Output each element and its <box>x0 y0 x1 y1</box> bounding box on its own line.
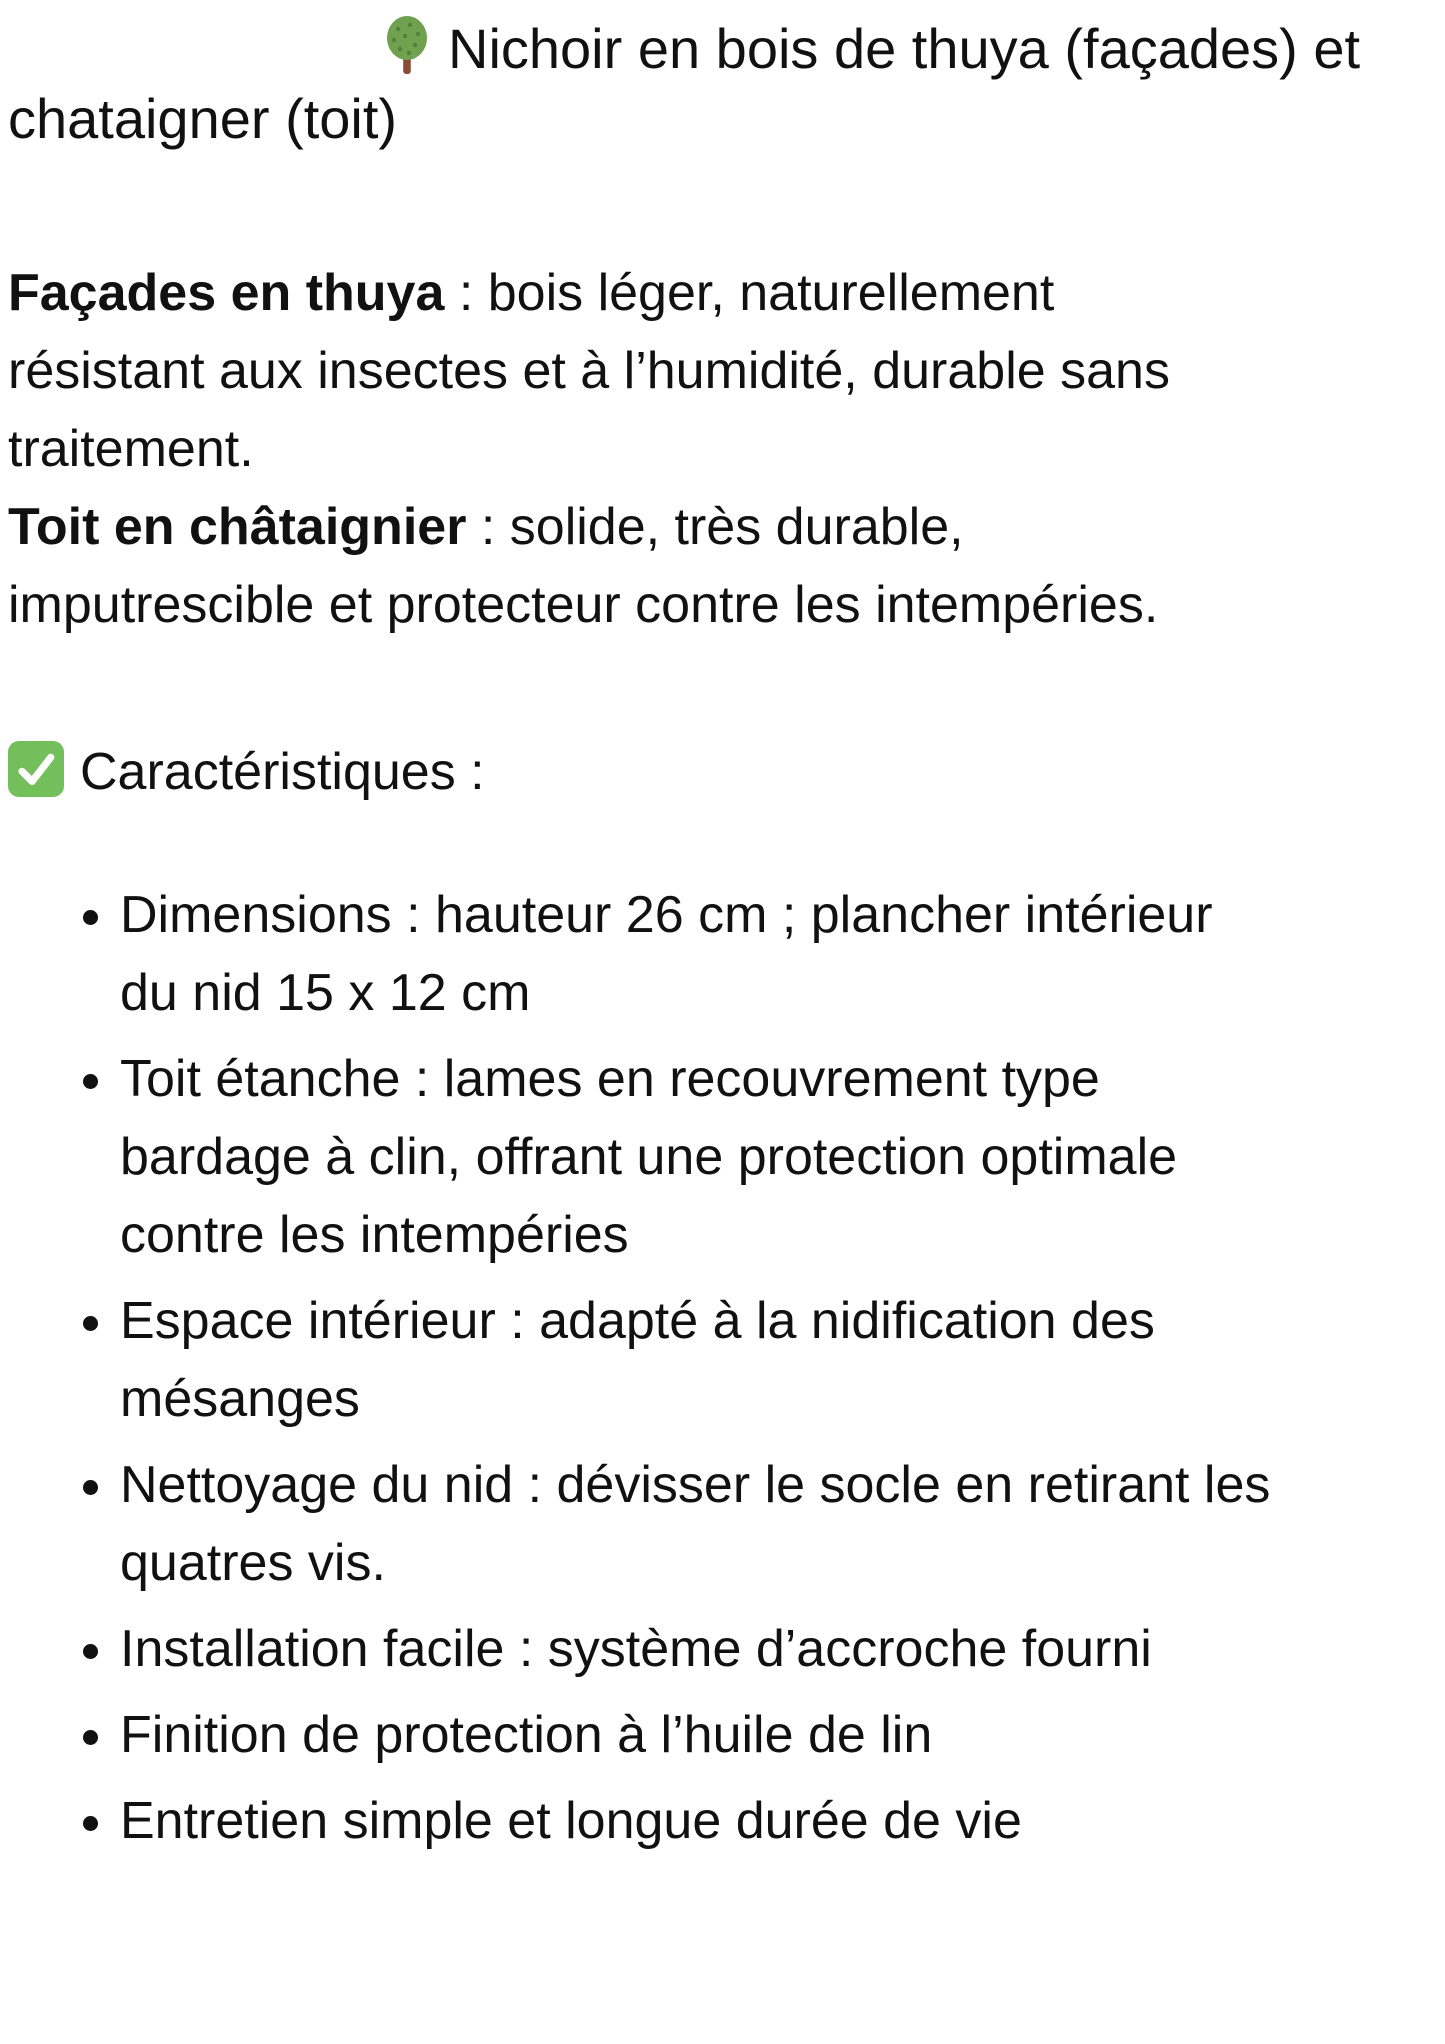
toit-line-2: imputrescible et protecteur contre les intempéries. <box>8 576 1159 634</box>
feature-item: • Installation facile : système d’accroche fourni <box>120 1610 1430 1688</box>
title-text-line-2: chataigner (toit) <box>8 87 398 150</box>
tree-icon <box>194 14 448 84</box>
features-heading <box>8 732 1430 812</box>
toit-line-1-rest: : solide, très durable, <box>466 498 964 556</box>
facades-bold-label: Façades en thuya <box>8 264 445 322</box>
page-title <box>8 14 1430 154</box>
feature-item: • Dimensions : hauteur 26 cm ; plancher intérieur du nid 15 x 12 cm <box>120 876 1430 1032</box>
feature-item: • Finition de protection à l’huile de lin <box>120 1696 1430 1774</box>
intro-paragraphs <box>8 254 1430 644</box>
title-line-1 <box>8 14 1430 84</box>
facades-line-2: résistant aux insectes et à l’humidité, durable sans <box>8 342 1170 400</box>
feature-item: • Toit étanche : lames en recouvrement type bardage à clin, offrant une protection optimale contre les intempéries <box>120 1040 1430 1274</box>
title-text-line-1: Nichoir en bois de thuya (façades) et <box>448 17 1361 80</box>
feature-item: • Espace intérieur : adapté à la nidification des mésanges <box>120 1282 1430 1438</box>
feature-item: • Entretien simple et longue durée de vie <box>120 1782 1430 1860</box>
features-list <box>8 876 1430 1860</box>
toit-bold-label: Toit en châtaignier <box>8 498 467 556</box>
facades-line-1 <box>8 254 1430 332</box>
features-heading-label: Caractéristiques : <box>80 743 485 801</box>
feature-item: • Nettoyage du nid : dévisser le socle en retirant les quatres vis. <box>120 1446 1430 1602</box>
facades-line-1-rest: : bois léger, naturellement <box>444 264 1055 322</box>
facades-line-3: traitement. <box>8 420 254 478</box>
toit-line-1 <box>8 488 1430 566</box>
check-icon <box>8 732 80 812</box>
